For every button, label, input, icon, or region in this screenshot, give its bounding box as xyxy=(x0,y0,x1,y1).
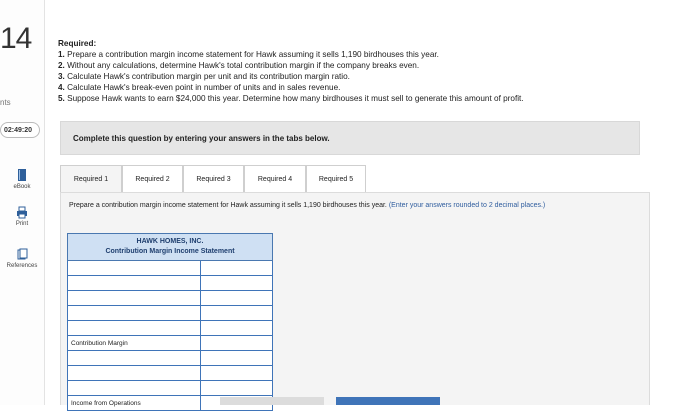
table-row xyxy=(68,336,273,351)
timer-text: 02:49:20 xyxy=(4,127,33,134)
table-row xyxy=(68,261,273,276)
row-value-cell[interactable] xyxy=(200,351,272,366)
row-value-input[interactable] xyxy=(201,322,272,335)
row-value-cell[interactable] xyxy=(200,381,272,396)
row-label-cell[interactable] xyxy=(68,366,201,381)
row-value-cell[interactable] xyxy=(200,336,272,351)
sidebar-item-print[interactable] xyxy=(0,206,44,227)
instruction-hint: (Enter your answers rounded to 2 decimal places.) xyxy=(388,202,546,209)
sidebar-item-ebook[interactable] xyxy=(0,168,44,190)
tab-required-5[interactable]: Required 5 xyxy=(306,165,366,193)
table-row xyxy=(68,381,273,396)
sidebar-item-label: eBook xyxy=(13,184,31,190)
row-value-input[interactable] xyxy=(201,352,272,365)
required-item: 5. Suppose Hawk wants to earn $24,000 this year. Determine how many birdhouses it must sell to generate this amount of profit. xyxy=(58,94,524,103)
row-label-cell[interactable] xyxy=(68,261,201,276)
tab-required-3[interactable]: Required 3 xyxy=(183,165,244,193)
tab-required-2[interactable]: Required 2 xyxy=(122,165,183,193)
references-icon xyxy=(16,248,28,261)
row-label-cell[interactable] xyxy=(68,351,201,366)
table-row xyxy=(68,276,273,291)
table-row xyxy=(68,291,273,306)
income-statement-table xyxy=(67,233,273,411)
tab-panel xyxy=(60,192,650,405)
complete-prompt-box xyxy=(60,121,640,155)
printer-icon xyxy=(16,206,28,219)
row-label-input[interactable] xyxy=(71,292,200,305)
left-rail xyxy=(0,0,45,405)
row-value-input[interactable] xyxy=(201,307,272,320)
contribution-margin-label: Contribution Margin xyxy=(68,336,201,351)
row-label-cell[interactable] xyxy=(68,381,201,396)
required-item: 4. Calculate Hawk's break-even point in number of units and in sales revenue. xyxy=(58,83,341,92)
row-value-input[interactable] xyxy=(201,367,272,380)
required-item: 1. Prepare a contribution margin income statement for Hawk assuming it sells 1,190 birdhouses this year. xyxy=(58,50,439,59)
table-row xyxy=(68,366,273,381)
row-label-input[interactable] xyxy=(71,277,200,290)
row-label-input[interactable] xyxy=(71,367,200,380)
required-item: 2. Without any calculations, determine Hawk's total contribution margin if the company breaks even. xyxy=(58,61,420,70)
row-label-cell[interactable] xyxy=(68,306,201,321)
required-list xyxy=(58,38,524,104)
previous-tab-button[interactable] xyxy=(220,397,324,405)
row-value-cell[interactable] xyxy=(200,366,272,381)
table-row xyxy=(68,306,273,321)
next-tab-button[interactable] xyxy=(336,397,440,405)
contribution-margin-input[interactable] xyxy=(201,337,272,350)
row-value-cell[interactable] xyxy=(200,291,272,306)
row-label-input[interactable] xyxy=(71,262,200,275)
points-label: nts xyxy=(0,98,11,107)
row-label-input[interactable] xyxy=(71,352,200,365)
row-value-cell[interactable] xyxy=(200,261,272,276)
tab-required-4[interactable]: Required 4 xyxy=(244,165,306,193)
row-value-input[interactable] xyxy=(201,262,272,275)
row-label-input[interactable] xyxy=(71,382,200,395)
required-item: 3. Calculate Hawk's contribution margin per unit and its contribution margin ratio. xyxy=(58,72,350,81)
sidebar-item-label: References xyxy=(6,263,38,269)
row-label-cell[interactable] xyxy=(68,276,201,291)
table-row xyxy=(68,351,273,366)
row-value-input[interactable] xyxy=(201,277,272,290)
statement-title: Contribution Margin Income Statement xyxy=(105,248,235,255)
row-label-input[interactable] xyxy=(71,307,200,320)
sidebar-item-references[interactable] xyxy=(0,248,44,269)
row-label-input[interactable] xyxy=(71,322,200,335)
question-number: 14 xyxy=(0,22,32,55)
statement-header xyxy=(68,234,273,261)
row-value-cell[interactable] xyxy=(200,276,272,291)
book-icon xyxy=(16,168,28,182)
row-value-cell[interactable] xyxy=(200,321,272,336)
row-label-cell[interactable] xyxy=(68,321,201,336)
row-value-input[interactable] xyxy=(201,292,272,305)
income-from-operations-label: Income from Operations xyxy=(68,396,201,411)
complete-prompt-text: Complete this question by entering your answers in the tabs below. xyxy=(73,134,330,143)
required-title: Required: xyxy=(58,39,97,48)
panel-instruction xyxy=(69,201,609,211)
row-value-cell[interactable] xyxy=(200,306,272,321)
instruction-text: Prepare a contribution margin income statement for Hawk assuming it sells 1,190 birdhouses this year. xyxy=(69,202,387,209)
table-row xyxy=(68,321,273,336)
company-name: HAWK HOMES, INC. xyxy=(136,238,204,245)
timer-badge xyxy=(0,122,40,138)
row-value-input[interactable] xyxy=(201,382,272,395)
row-label-cell[interactable] xyxy=(68,291,201,306)
sidebar-item-label: Print xyxy=(15,221,29,227)
tab-required-1[interactable]: Required 1 xyxy=(60,165,122,193)
